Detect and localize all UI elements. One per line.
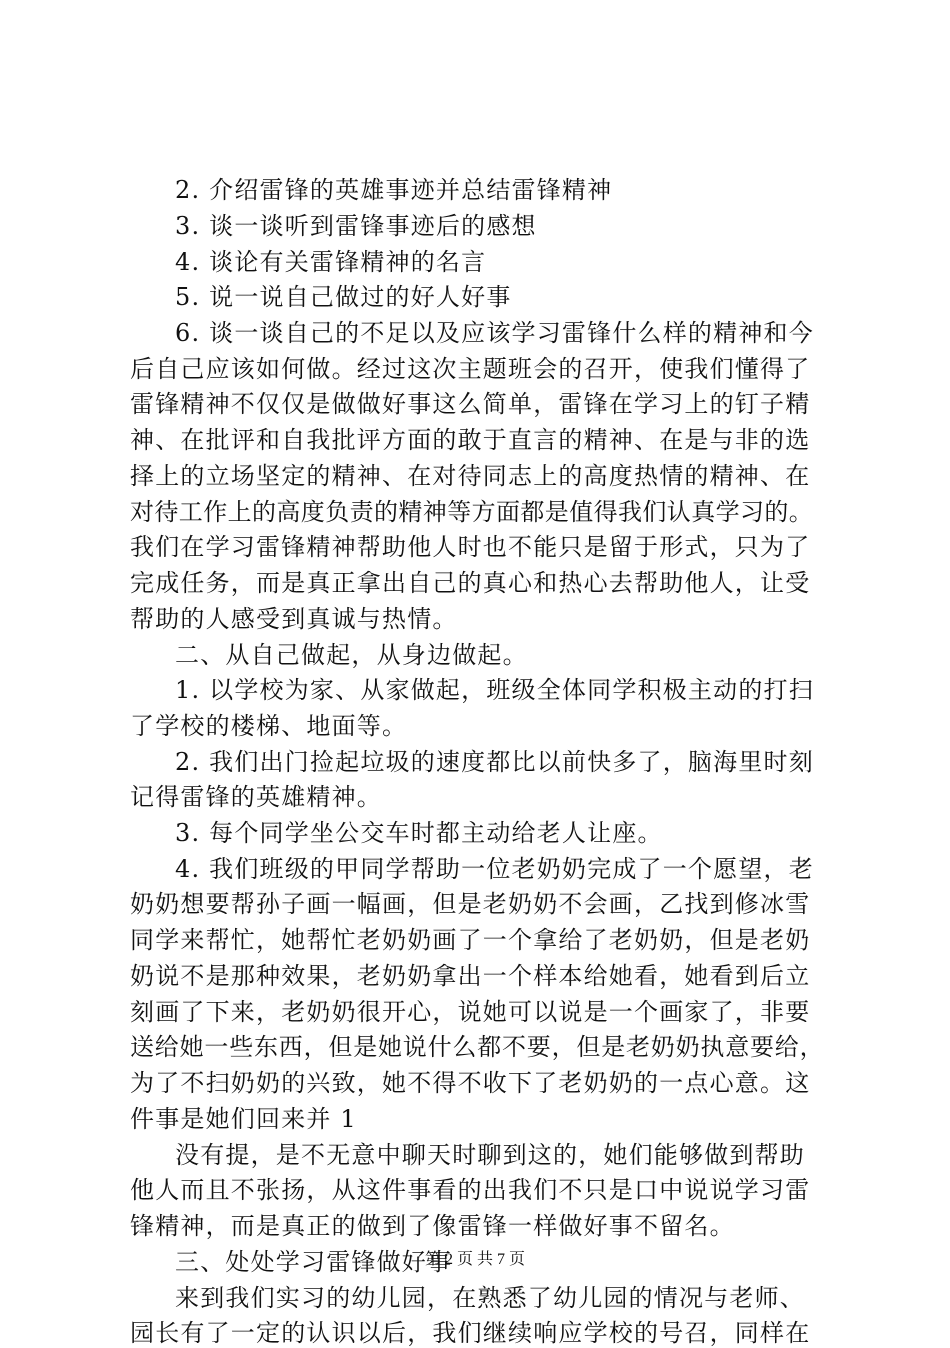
text-line: 4. 我们班级的甲同学帮助一位老奶奶完成了一个愿望，老: [175, 855, 814, 883]
text-line: 4. 谈论有关雷锋精神的名言: [175, 248, 487, 276]
text-line: 对待工作上的高度负责的精神等方面都是值得我们认真学习的。: [130, 498, 814, 526]
section-heading: 三、处处学习雷锋做好事: [175, 1248, 453, 1276]
text-line: 来到我们实习的幼儿园，在熟悉了幼儿园的情况与老师、: [175, 1284, 805, 1312]
text-line: 记得雷锋的英雄精神。: [130, 783, 382, 811]
text-line: 神、在批评和自我批评方面的敢于直言的精神、在是与非的选: [130, 426, 811, 454]
text-line: 3. 谈一谈听到雷锋事迹后的感想: [175, 212, 537, 240]
text-line: 锋精神，而是真正的做到了像雷锋一样做好事不留名。: [130, 1212, 735, 1240]
text-line: 2. 我们出门捡起垃圾的速度都比以前快多了，脑海里时刻: [175, 748, 814, 776]
text-line: 帮助的人感受到真诚与热情。: [130, 605, 458, 633]
text-line: 1. 以学校为家、从家做起，班级全体同学积极主动的打扫: [175, 676, 814, 704]
text-line: 我们在学习雷锋精神帮助他人时也不能只是留于形式，只为了: [130, 533, 811, 561]
text-line: 奶奶想要帮孙子画一幅画，但是老奶奶不会画，乙找到修冰雪: [130, 890, 811, 918]
text-line: 刻画了下来，老奶奶很开心，说她可以说是一个画家了，非要: [130, 998, 811, 1026]
section-heading: 二、从自己做起，从身边做起。: [175, 641, 528, 669]
text-line: 5. 说一说自己做过的好人好事: [175, 283, 512, 311]
text-line: 送给她一些东西，但是她说什么都不要，但是老奶奶执意要给，: [130, 1033, 825, 1061]
text-line: 他人而且不张扬，从这件事看的出我们不只是口中说说学习雷: [130, 1176, 811, 1204]
text-line: 6. 谈一谈自己的不足以及应该学习雷锋什么样的精神和今: [175, 319, 814, 347]
text-line: 件事是她们回来并 1: [130, 1105, 357, 1133]
text-line: 了学校的楼梯、地面等。: [130, 712, 408, 740]
text-line: 2. 介绍雷锋的英雄事迹并总结雷锋精神: [175, 176, 613, 204]
text-line: 园长有了一定的认识以后，我们继续响应学校的号召，同样在: [130, 1319, 811, 1347]
page-number: 第 2 页 共 7 页: [424, 1251, 525, 1268]
text-line: 同学来帮忙，她帮忙老奶奶画了一个拿给了老奶奶，但是老奶: [130, 926, 811, 954]
text-line: 后自己应该如何做。经过这次主题班会的召开，使我们懂得了: [130, 355, 811, 383]
text-line: 完成任务，而是真正拿出自己的真心和热心去帮助他人，让受: [130, 569, 811, 597]
text-line: 奶说不是那种效果，老奶奶拿出一个样本给她看，她看到后立: [130, 962, 811, 990]
text-line: 3. 每个同学坐公交车时都主动给老人让座。: [175, 819, 663, 847]
text-line: 择上的立场坚定的精神、在对待同志上的高度热情的精神、在: [130, 462, 811, 490]
text-line: 为了不扫奶奶的兴致，她不得不收下了老奶奶的一点心意。这: [130, 1069, 811, 1097]
text-line: 没有提，是不无意中聊天时聊到这的，她们能够做到帮助: [175, 1141, 805, 1169]
text-line: 雷锋精神不仅仅是做做好事这么简单，雷锋在学习上的钉子精: [130, 390, 811, 418]
